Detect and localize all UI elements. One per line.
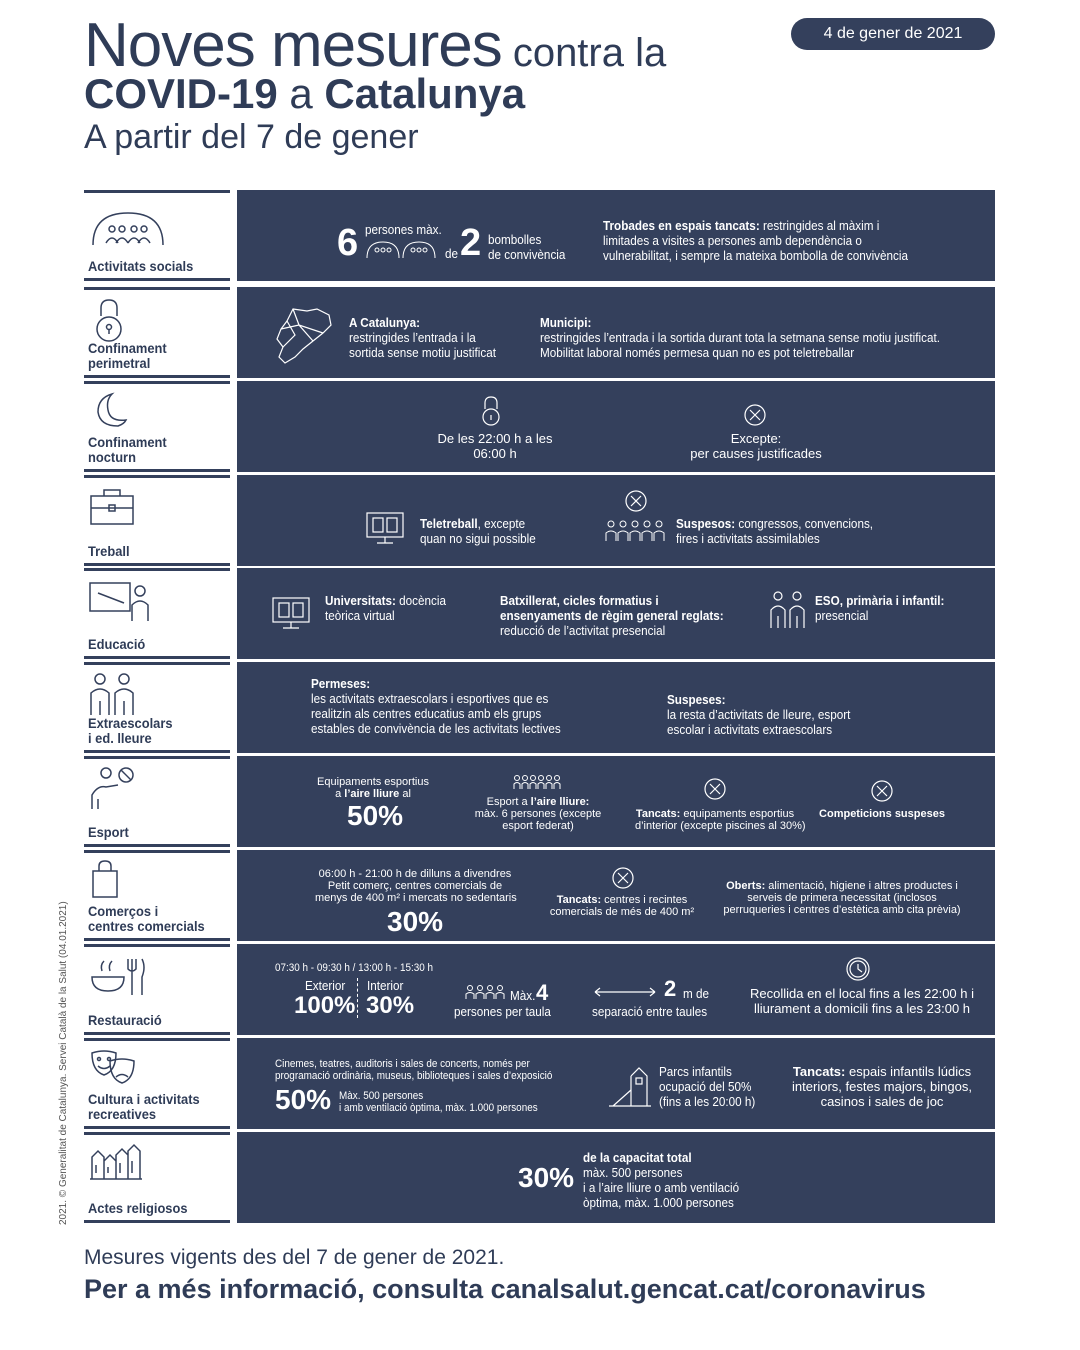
separacio-label: separació entre taules: [592, 1004, 708, 1019]
cutlery-bowl-icon: [88, 953, 148, 997]
max-label: Màx.: [510, 988, 536, 1003]
max-cultura-text: Màx. 500 persones i amb ventilació òptima, màx. 1.000 persones: [339, 1090, 538, 1114]
children-icon: [88, 671, 138, 717]
row-restauracio: [84, 944, 995, 1035]
category-label: Confinament nocturn: [88, 434, 167, 465]
distance-unit: m de: [683, 986, 710, 1001]
category-label: Cultura i activitats recreatives: [88, 1091, 200, 1122]
de-label: de: [445, 246, 459, 261]
padlock-icon: [94, 296, 124, 344]
moon-icon: [88, 390, 128, 430]
cross-circle-icon: [611, 866, 635, 890]
distance-arrow-icon: [593, 987, 657, 997]
bombolles-label: bombolles de convivència: [488, 232, 566, 262]
horari-comerc-text: 06:00 h - 21:00 h de dilluns a divendres Petit comerç, centres comercials de menys de 400 m² i mercats no sedentaris: [315, 868, 517, 904]
category-cell: [84, 1038, 230, 1129]
excepte-text: Excepte: per causes justificades: [690, 431, 822, 461]
religio-text: de la capacitat total màx. 500 persones i a l’aire lliure o amb ventilació òptima, màx. 1.000 persones: [583, 1150, 740, 1210]
footer-info-link[interactable]: Per a més informació, consulta canalsalut.gencat.cat/coronavirus: [84, 1274, 926, 1304]
category-cell: [84, 662, 230, 753]
municipi-text: Municipi: restringides l’entrada i la sortida durant tota la setmana sense motiu justificat. Mobilitat laboral només permesa quan no es pot teletreballar: [540, 315, 940, 360]
batxillerat-text: Batxillerat, cicles formatius i ensenyaments de règim general reglats: reducció de l’activitat presencial: [500, 593, 724, 638]
info-panel: [237, 568, 995, 659]
cultura-percentage: 50%: [275, 1084, 332, 1115]
number-two: 2: [460, 222, 482, 264]
esport-percentage: 50%: [347, 800, 404, 831]
category-label: Restauració: [88, 1012, 162, 1028]
row-esport: [84, 756, 995, 847]
tancats-cultura-text: Tancats: espais infantils lúdics interiors, festes majors, bingos, casinos i sales de joc: [792, 1064, 972, 1109]
row-comercos: [84, 850, 995, 941]
category-cell: [84, 944, 230, 1035]
info-panel: [237, 850, 995, 941]
teacher-board-icon: [88, 577, 150, 623]
title-line-2: COVID-19 a Catalunya: [84, 70, 526, 117]
bubbles-icon: [365, 238, 437, 260]
exterior-percentage: 100%: [294, 992, 356, 1019]
title-line-1: Noves mesures contra la: [84, 11, 667, 80]
playground-icon: [607, 1066, 653, 1108]
divider: [357, 978, 358, 1018]
category-label: Activitats socials: [88, 258, 194, 274]
row-confinament-perimetral: [84, 287, 995, 378]
tancats-comerc-text: Tancats: centres i recintes comercials de més de 400 m²: [549, 894, 695, 918]
eso-text: ESO, primària i infantil: presencial: [815, 593, 945, 623]
videocall-icon: [365, 511, 405, 545]
competicions-text: Competicions suspeses: [819, 808, 945, 820]
cross-circle-icon: [703, 777, 727, 801]
a-catalunya-text: A Catalunya: restringides l’entrada i la sortida sense motiu justificat: [349, 315, 496, 360]
info-panel: [237, 190, 995, 281]
category-label: Educació: [88, 636, 146, 652]
suspesos-text: Suspesos: congressos, convencions, fires i activitats assimilables: [676, 516, 874, 546]
cross-circle-icon: [743, 403, 767, 427]
info-panel: [237, 944, 995, 1035]
category-label: Comerços i centres comercials: [88, 903, 205, 934]
horari-text: De les 22:00 h a les 06:00 h: [437, 431, 553, 461]
athlete-ball-icon: [88, 765, 140, 811]
clock-icon: [845, 956, 871, 982]
oberts-text: Oberts: alimentació, higiene i altres productes i serveis de primera necessitat (inclosos perruqueries i centres d’estètica amb cita prèvia): [723, 880, 961, 916]
row-educacio: [84, 568, 995, 659]
category-label: Treball: [88, 543, 130, 559]
max-number: 4: [536, 980, 549, 1005]
cinemes-text: Cinemes, teatres, auditoris i sales de concerts, només per programació ordinària, museus, biblioteques i sales d’exposició: [275, 1058, 553, 1082]
category-label: Esport: [88, 824, 129, 840]
students-icon: [769, 588, 807, 630]
table-people-icon: [465, 984, 505, 1000]
people-dome-icon: [88, 199, 168, 249]
briefcase-icon: [88, 484, 136, 528]
category-label: Actes religiosos: [88, 1200, 188, 1216]
date-badge: 4 de gener de 2021: [791, 18, 995, 50]
category-label: Confinament perimetral: [88, 340, 167, 371]
persones-taula-label: persones per taula: [454, 1004, 551, 1019]
info-panel: [237, 475, 995, 566]
info-panel: [237, 662, 995, 753]
aire-lliure-text: Esport a l’aire lliure: màx. 6 persones (excepte esport federat): [474, 796, 602, 832]
row-treball: [84, 475, 995, 566]
row-actes-religiosos: [84, 1132, 995, 1223]
recollida-text: Recollida en el local fins a les 22:00 h i lliurament a domicili fins a les 23:00 h: [749, 986, 975, 1016]
cross-circle-icon: [870, 779, 894, 803]
category-cell: [84, 190, 230, 281]
number-six: 6: [337, 222, 359, 264]
info-panel: [237, 287, 995, 378]
crowd-icon: [605, 519, 665, 543]
category-cell: [84, 568, 230, 659]
row-extraescolars: [84, 662, 995, 753]
info-panel: [237, 1038, 995, 1129]
category-cell: [84, 1132, 230, 1223]
footer-validity: Mesures vigents des del 7 de gener de 2021.: [84, 1246, 505, 1269]
religio-percentage: 30%: [518, 1162, 575, 1193]
info-panel: [237, 381, 995, 472]
horari-restauracio-text: 07:30 h - 09:30 h / 13:00 h - 15:30 h: [275, 962, 433, 974]
row-activitats-socials: [84, 190, 995, 281]
permeses-text: Permeses: les activitats extraescolars i esportives que es realitzin als centres educatius amb els grups estables de convivència de les activitats lectives: [311, 676, 561, 736]
title-line-3: A partir del 7 de gener: [84, 118, 419, 156]
distance-number: 2: [664, 976, 677, 1001]
cross-circle-icon: [624, 489, 648, 513]
comerc-percentage: 30%: [387, 906, 444, 937]
exterior-label: Exterior: [305, 978, 346, 993]
teletreball-text: Teletreball, excepte quan no sigui possible: [420, 516, 536, 546]
small-crowd-icon: [513, 774, 561, 790]
info-panel: [237, 756, 995, 847]
category-cell: [84, 475, 230, 566]
persones-max-label: persones màx.: [365, 222, 442, 237]
equipaments-text: Equipaments esportius a l’aire lliure al: [317, 776, 429, 800]
category-cell: [84, 850, 230, 941]
catalonia-map-icon: [273, 305, 335, 365]
universitats-text: Universitats: docència teòrica virtual: [325, 593, 446, 623]
category-cell: [84, 287, 230, 378]
info-panel: [237, 1132, 995, 1223]
padlock-icon: [480, 395, 502, 427]
parcs-text: Parcs infantils ocupació del 50% (fins a les 20:00 h): [659, 1064, 756, 1109]
category-cell: [84, 756, 230, 847]
interior-label: Interior: [367, 978, 404, 993]
shopping-bag-icon: [90, 859, 120, 899]
category-cell: [84, 381, 230, 472]
videocall-icon: [271, 596, 311, 630]
copyright-credit: 2021. © Generalitat de Catalunya. Servei Català de la Salut (04.01.2021): [58, 901, 69, 1225]
temple-icon: [88, 1141, 144, 1181]
category-label: Extraescolars i ed. lleure: [88, 715, 173, 746]
interior-percentage: 30%: [366, 992, 415, 1019]
row-cultura: [84, 1038, 995, 1129]
suspeses-text: Suspeses: la resta d’activitats de lleure, esport escolar i activitats extraescolars: [667, 692, 851, 737]
trobades-text: Trobades en espais tancats: restringides al màxim i limitades a visites a persones amb dependència o vulnerabilitat, i sempre la mateixa bombolla de convivència: [603, 218, 909, 263]
theatre-masks-icon: [88, 1047, 138, 1087]
tancats-esport-text: Tancats: equipaments esportius d’interior (excepte piscines al 30%): [635, 808, 806, 832]
row-confinament-nocturn: [84, 381, 995, 472]
